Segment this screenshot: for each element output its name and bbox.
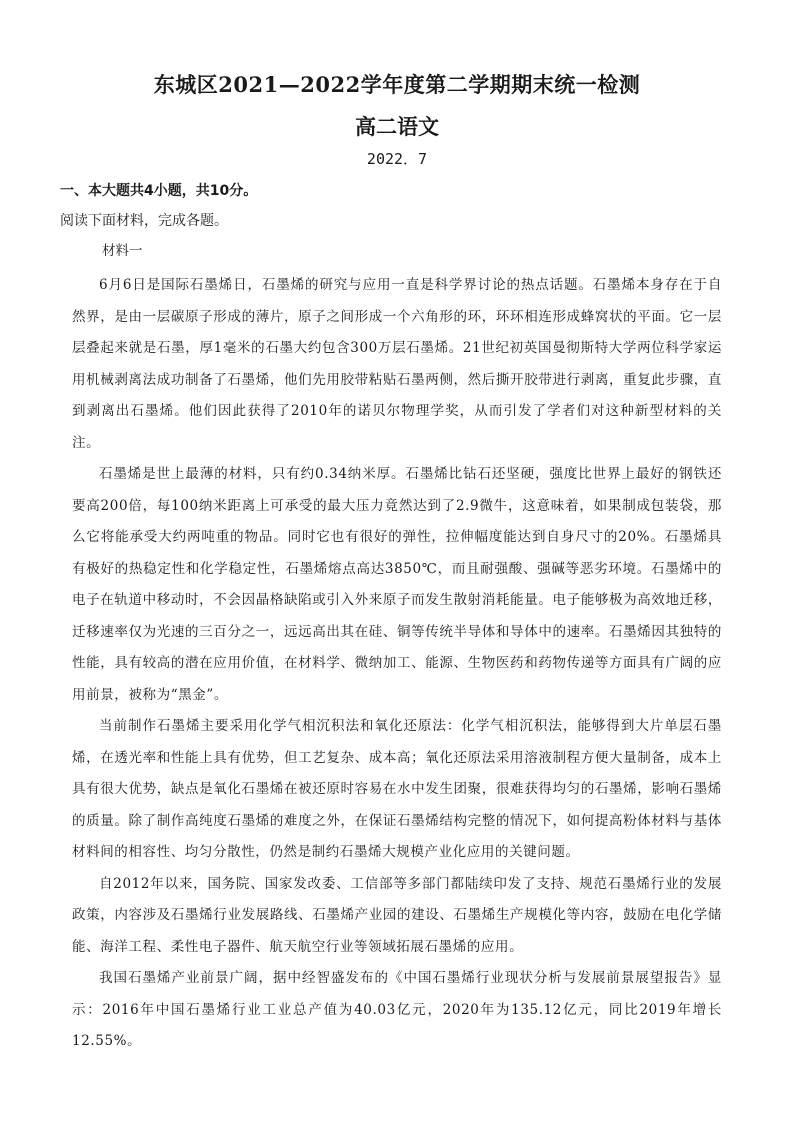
paragraph: 6月6日是国际石墨烯日，石墨烯的研究与应用一直是科学界讨论的热点话题。石墨烯本身存在于自然界，是由一层碳原子形成的薄片，原子之间形成一个六角形的环，环环相连形成蜂窝状的平面。它一层层叠起来就是石墨，厚1毫米的石墨大约包含300万层石墨烯。21世纪初英国曼彻斯特大学两位科学家运用机械剥离法成功制备了石墨烯，他们先用胶带粘贴石墨两侧，然后撕开胶带进行剥离，重复此步骤，直到剥离出石墨烯。他们因此获得了2010年的诺贝尔物理学奖，从而引发了学者们对这种新型材料的关注。 bbox=[72, 277, 722, 451]
subject-title: 高二语文 bbox=[355, 114, 439, 139]
paragraph: 自2012年以来，国务院、国家发改委、工信部等多部门都陆续印发了支持、规范石墨烯行业的发展政策，内容涉及石墨烯行业发展路线、石墨烯产业园的建设、石墨烯生产规模化等内容，鼓励在电化学储能、海洋工程、柔性电子器件、航天航空行业等领域拓展石墨烯的应用。 bbox=[72, 875, 722, 955]
exam-date: 2022．7 bbox=[366, 150, 428, 168]
paragraph: 石墨烯是世上最薄的材料，只有约0.34纳米厚。石墨烯比钻石还坚硬，强度比世界上最好的钢铁还要高200倍，每100纳米距离上可承受的最大压力竟然达到了2.9微牛，这意味着，如果制成包装袋，那么它将能承受大约两吨重的物品。同时它也有很好的弹性，拉伸幅度能达到自身尺寸的20%。石墨烯具有极好的热稳定性和化学稳定性，石墨烯熔点高达3850℃，而且耐强酸、强碱等恶劣环境。石墨烯中的电子在轨道中移动时，不会因晶格缺陷或引入外来原子而发生散射消耗能量。电子能够极为高效地迁移，迁移速率仅为光速的三百分之一，远远高出其在硅、铜等传统半导体和导体中的速率。石墨烯因其独特的性能，具有较高的潜在应用价值，在材料学、微纳加工、能源、生物医药和药物传递等方面具有广阔的应用前景，被称为“黑金”。 bbox=[72, 466, 722, 703]
reading-instruction: 阅读下面材料，完成各题。 bbox=[60, 213, 228, 229]
material-body bbox=[72, 270, 722, 1058]
paragraph: 当前制作石墨烯主要采用化学气相沉积法和氧化还原法：化学气相沉积法，能够得到大片单层石墨烯，在透光率和性能上具有优势，但工艺复杂、成本高；氧化还原法采用溶液制程方便大量制备，成本上具有很大优势，缺点是氧化石墨烯在被还原时容易在水中发生团聚，很难获得均匀的石墨烯，影响石墨烯的质量。除了制作高纯度石墨烯的难度之外，在保证石墨烯结构完整的情况下，如何提高粉体材料与基体材料间的相容性、均匀分散性，仍然是制约石墨烯大规模产业化应用的关键问题。 bbox=[72, 718, 722, 860]
paragraph: 我国石墨烯产业前景广阔，据中经智盛发布的《中国石墨烯行业现状分析与发展前景展望报告》显示：2016年中国石墨烯行业工业总产值为40.03亿元，2020年为135.12亿元，同比2019年增长12.55%。 bbox=[72, 970, 722, 1049]
material-label: 材料一 bbox=[102, 243, 143, 259]
exam-title: 东城区2021—2022学年度第二学期期末统一检测 bbox=[153, 72, 641, 97]
section-heading: 一、本大题共4小题，共10分。 bbox=[60, 183, 258, 199]
